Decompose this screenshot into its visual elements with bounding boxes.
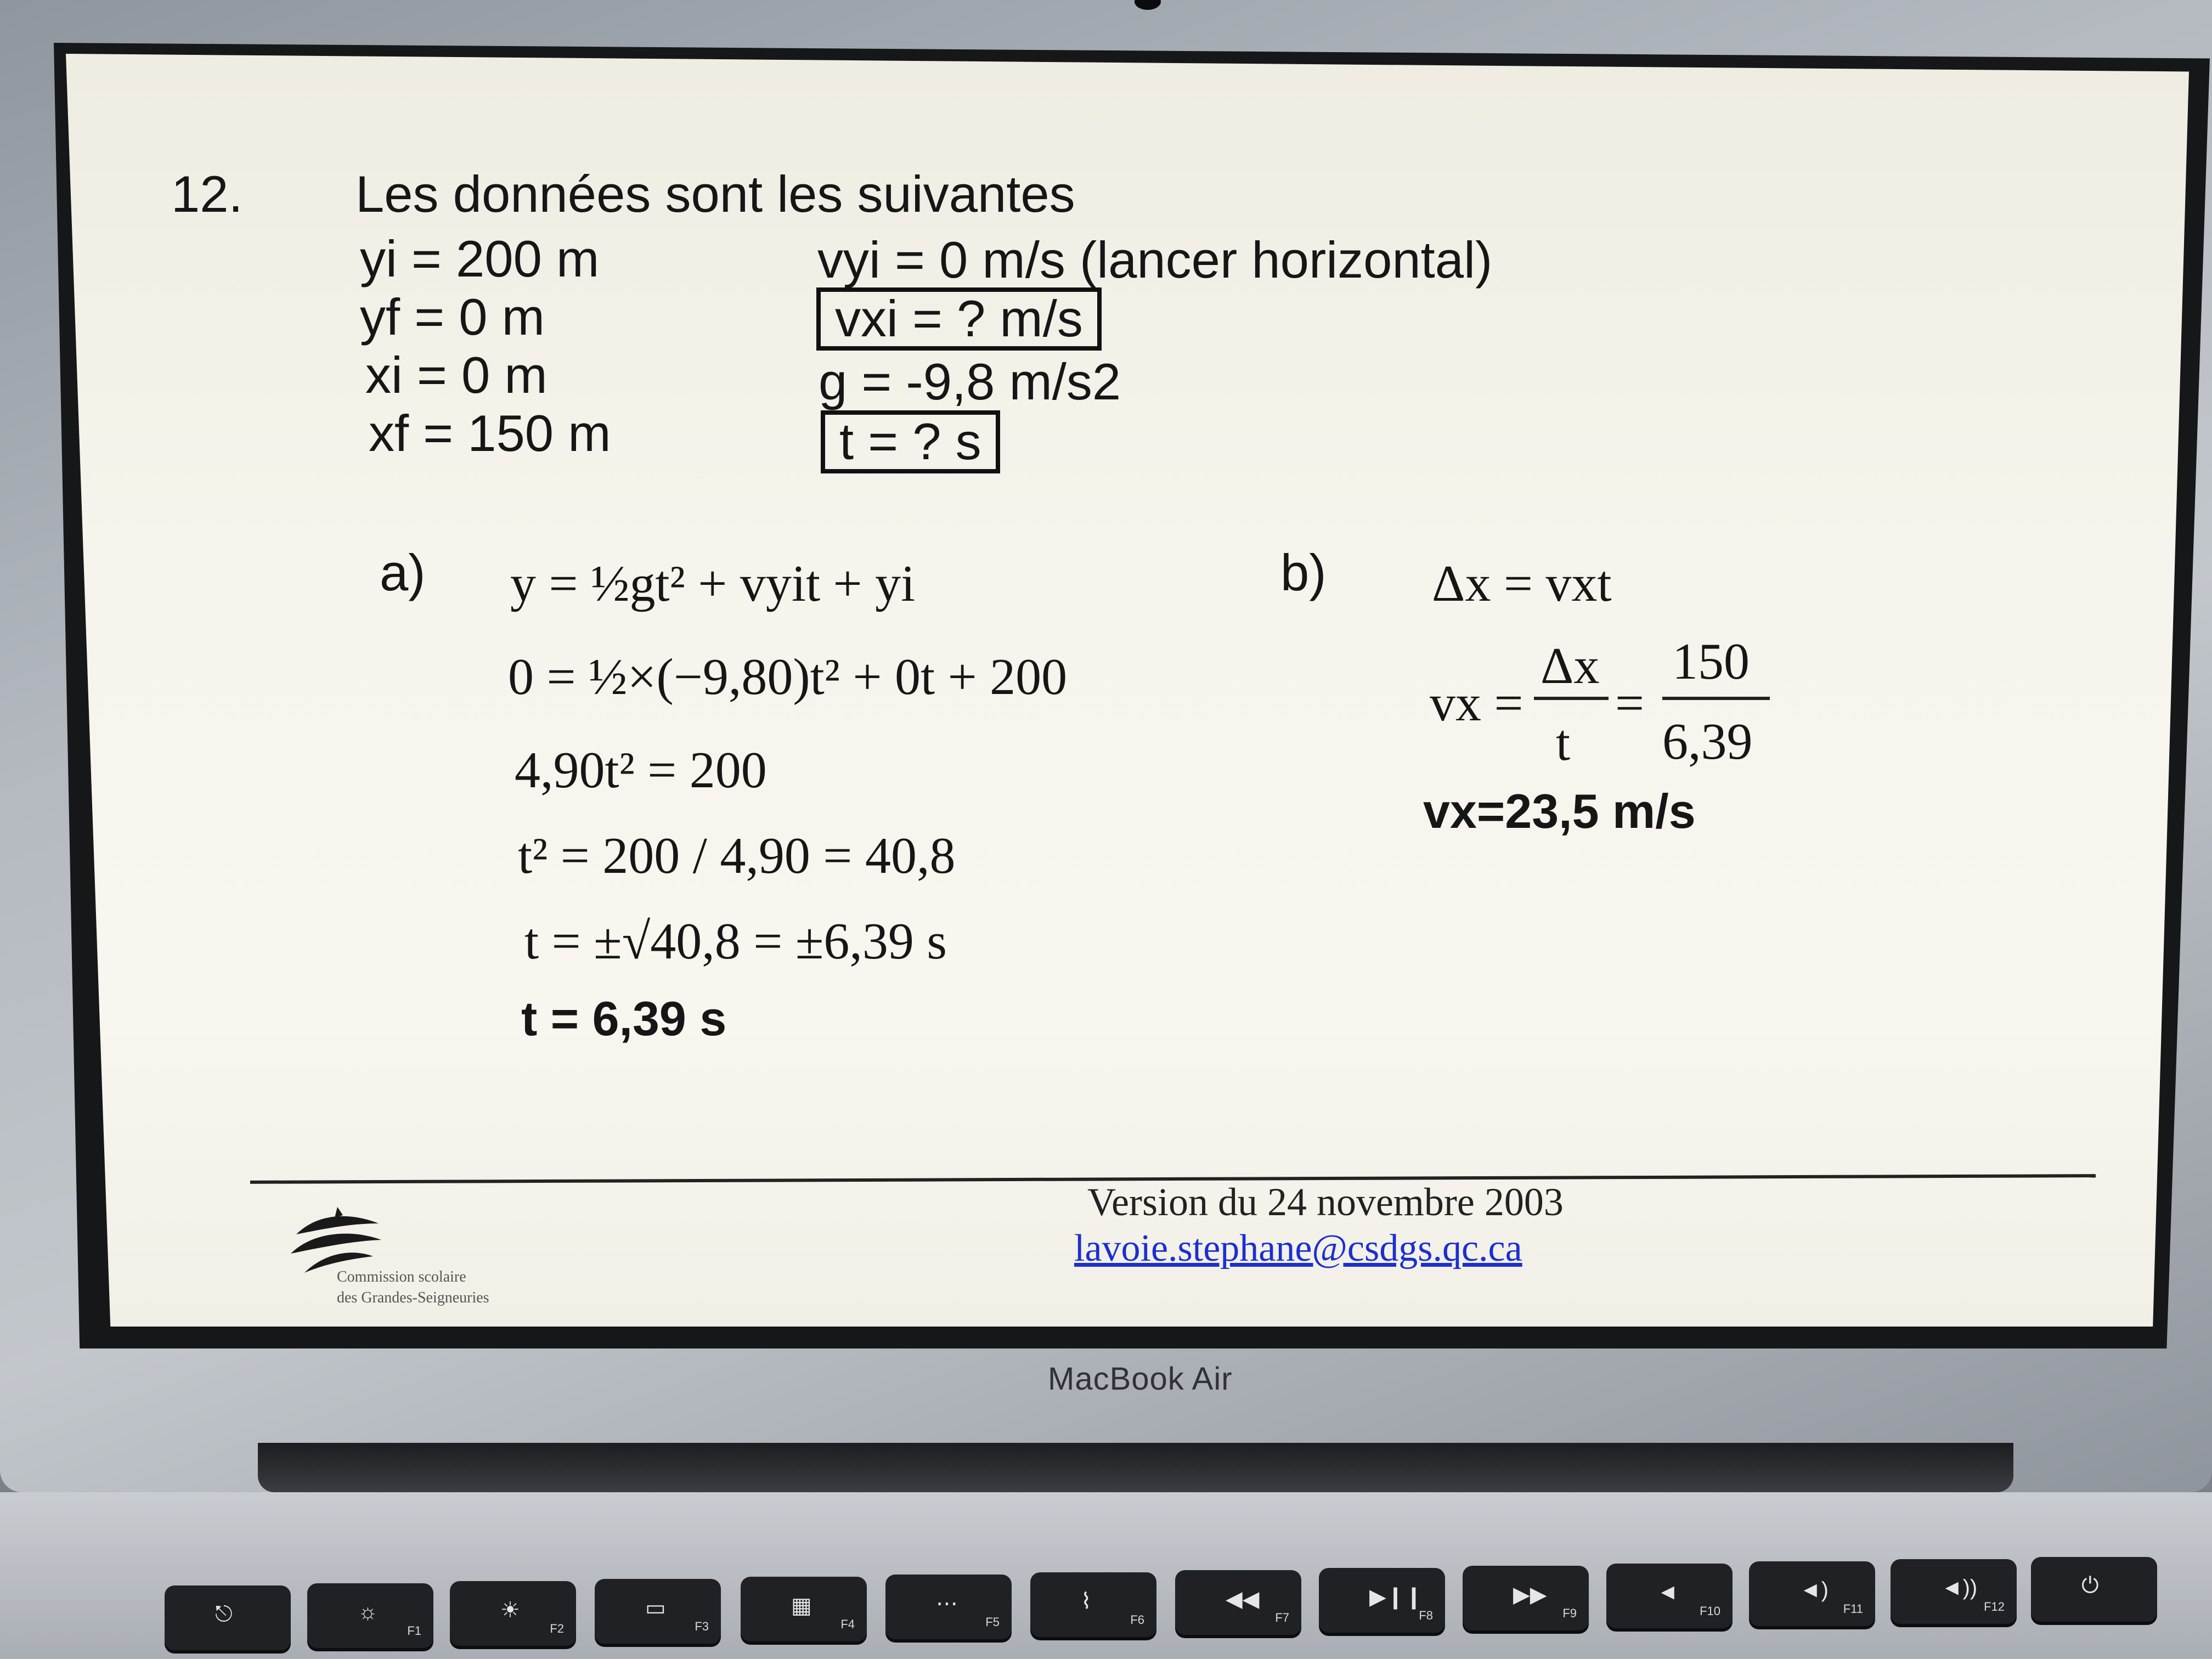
key-f1[interactable]: ☼ F1	[307, 1583, 433, 1648]
part-b-frac2-bar	[1662, 697, 1770, 700]
part-a-line-4: t² = 200 / 4,90 = 40,8	[518, 827, 956, 884]
part-b-frac1-num: Δx	[1541, 637, 1600, 695]
unknown-vxi-box: vxi = ? m/s	[816, 287, 1102, 351]
part-b-frac1-bar	[1534, 697, 1609, 700]
part-a-line-5: t = ±√40,8 = ±6,39 s	[524, 913, 947, 970]
part-b-line-1: Δx = vxt	[1432, 555, 1612, 612]
key-f5[interactable]: ⋯ F5	[885, 1575, 1012, 1639]
part-b-result: vx=23,5 m/s	[1423, 784, 1696, 838]
key-f3[interactable]: ▭ F3	[595, 1579, 721, 1644]
key-f8[interactable]: ▶❙❙ F8	[1319, 1568, 1445, 1633]
part-a-line-2: 0 = ½×(−9,80)t² + 0t + 200	[508, 648, 1068, 706]
given-g: g = -9,8 m/s2	[819, 353, 1121, 410]
part-a-result: t = 6,39 s	[521, 991, 727, 1046]
org-line-1: Commission scolaire	[337, 1268, 466, 1285]
part-b-label: b)	[1280, 544, 1327, 601]
function-key-row	[0, 1547, 2212, 1659]
part-b-vx-lhs: vx =	[1430, 675, 1523, 732]
key-f12[interactable]: ◄)) F12	[1891, 1559, 2017, 1624]
escape-key[interactable]: ⎋	[165, 1585, 291, 1650]
brand-label: MacBook Air	[1048, 1361, 1233, 1397]
given-vyi: vyi = 0 m/s (lancer horizontal)	[817, 231, 1493, 289]
key-f2[interactable]: ☀ F2	[450, 1581, 576, 1646]
problem-intro: Les données sont les suivantes	[356, 165, 1075, 223]
given-xf: xf = 150 m	[369, 404, 611, 462]
part-b-frac1-den: t	[1556, 714, 1571, 771]
commission-scolaire-logo-icon	[285, 1201, 390, 1278]
email-link[interactable]: lavoie.stephane@csdgs.qc.ca	[1074, 1227, 1522, 1269]
part-a-line-1: y = ½gt² + vyit + yi	[510, 555, 916, 612]
key-f6[interactable]: ⌇ F6	[1030, 1572, 1156, 1637]
given-yf: yf = 0 m	[360, 288, 545, 346]
key-f7[interactable]: ◀◀ F7	[1175, 1570, 1301, 1635]
part-a-label: a)	[380, 544, 426, 601]
hinge	[258, 1443, 2013, 1492]
key-f4[interactable]: ▦ F4	[741, 1577, 867, 1641]
part-a-line-3: 4,90t² = 200	[515, 742, 767, 799]
power-icon: ⏻	[2081, 1573, 2099, 1598]
given-yi: yi = 200 m	[360, 230, 600, 287]
key-f9[interactable]: ▶▶ F9	[1463, 1566, 1589, 1630]
power-key[interactable]	[2031, 1557, 2157, 1622]
unknown-t-box: t = ? s	[821, 410, 1000, 473]
version-text: Version du 24 novembre 2003	[1087, 1180, 1564, 1224]
part-b-frac2-num: 150	[1672, 633, 1750, 690]
key-f10[interactable]: ◄ F10	[1606, 1564, 1733, 1628]
part-b-equals: =	[1615, 675, 1645, 732]
key-f11[interactable]: ◄) F11	[1749, 1561, 1875, 1626]
problem-number: 12.	[171, 165, 243, 223]
part-b-frac2-den: 6,39	[1662, 713, 1753, 770]
org-line-2: des Grandes-Seigneuries	[337, 1289, 489, 1306]
given-xi: xi = 0 m	[365, 346, 548, 404]
